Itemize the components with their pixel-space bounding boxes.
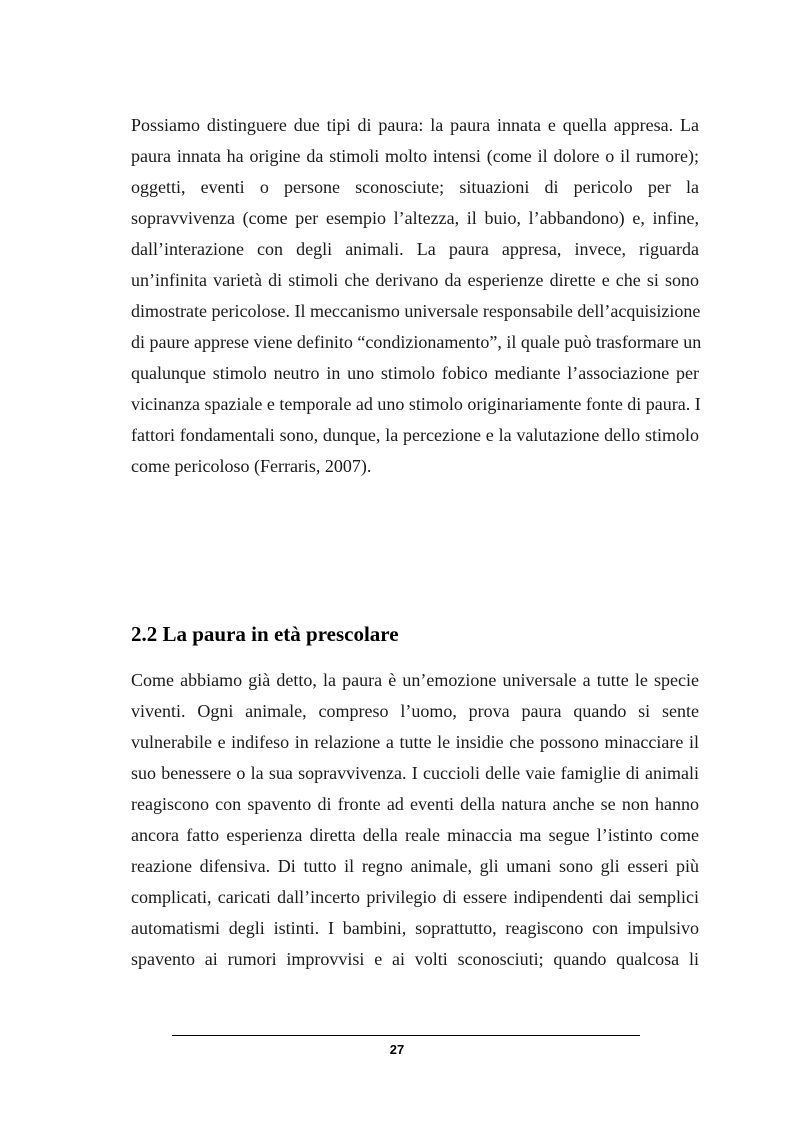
text-line: viventi. Ogni animale, compreso l’uomo, prova paura quando si sente <box>131 701 699 721</box>
text-line: sopravvivenza (come per esempio l’altezza, il buio, l’abbandono) e, infine, <box>131 208 699 228</box>
text-line: reagiscono con spavento di fronte ad eventi della natura anche se non hanno <box>131 794 699 814</box>
text-line: qualunque stimolo neutro in uno stimolo fobico mediante l’associazione per <box>131 363 699 383</box>
page-number: 27 <box>389 1042 405 1057</box>
text-line: complicati, caricati dall’incerto privilegio di essere indipendenti dai semplici <box>131 887 699 907</box>
text-line: paura innata ha origine da stimoli molto intensi (come il dolore o il rumore); <box>131 146 699 166</box>
text-line: di paure apprese viene definito “condizionamento”, il quale può trasformare un <box>131 332 702 352</box>
text-line: oggetti, eventi o persone sconosciute; situazioni di pericolo per la <box>131 177 699 197</box>
text-line: vulnerabile e indifeso in relazione a tutte le insidie che possono minacciare il <box>131 732 699 752</box>
text-line: spavento ai rumori improvvisi e ai volti sconosciuti; quando qualcosa li <box>131 949 699 969</box>
text-line: Possiamo distinguere due tipi di paura: la paura innata e quella appresa. La <box>131 115 699 135</box>
text-line: come pericoloso (Ferraris, 2007). <box>131 456 372 476</box>
text-line: dimostrate pericolose. Il meccanismo universale responsabile dell’acquisizione <box>131 301 701 321</box>
text-line: un’infinita varietà di stimoli che derivano da esperienze dirette e che si sono <box>131 270 699 290</box>
text-line: fattori fondamentali sono, dunque, la percezione e la valutazione dello stimolo <box>131 425 699 445</box>
text-line: Come abbiamo già detto, la paura è un’emozione universale a tutte le specie <box>131 670 699 690</box>
text-line: suo benessere o la sua sopravvivenza. I cuccioli delle vaie famiglie di animali <box>131 763 699 783</box>
text-line: reazione difensiva. Di tutto il regno animale, gli umani sono gli esseri più <box>131 856 699 876</box>
text-line: dall’interazione con degli animali. La paura appresa, invece, riguarda <box>131 239 699 259</box>
text-line: vicinanza spaziale e temporale ad uno stimolo originariamente fonte di paura. I <box>131 394 701 414</box>
footer-divider <box>172 1035 640 1036</box>
text-line: automatismi degli istinti. I bambini, soprattutto, reagiscono con impulsivo <box>131 918 699 938</box>
section-heading: 2.2 La paura in età prescolare <box>131 622 399 646</box>
text-line: ancora fatto esperienza diretta della reale minaccia ma segue l’istinto come <box>131 825 699 845</box>
